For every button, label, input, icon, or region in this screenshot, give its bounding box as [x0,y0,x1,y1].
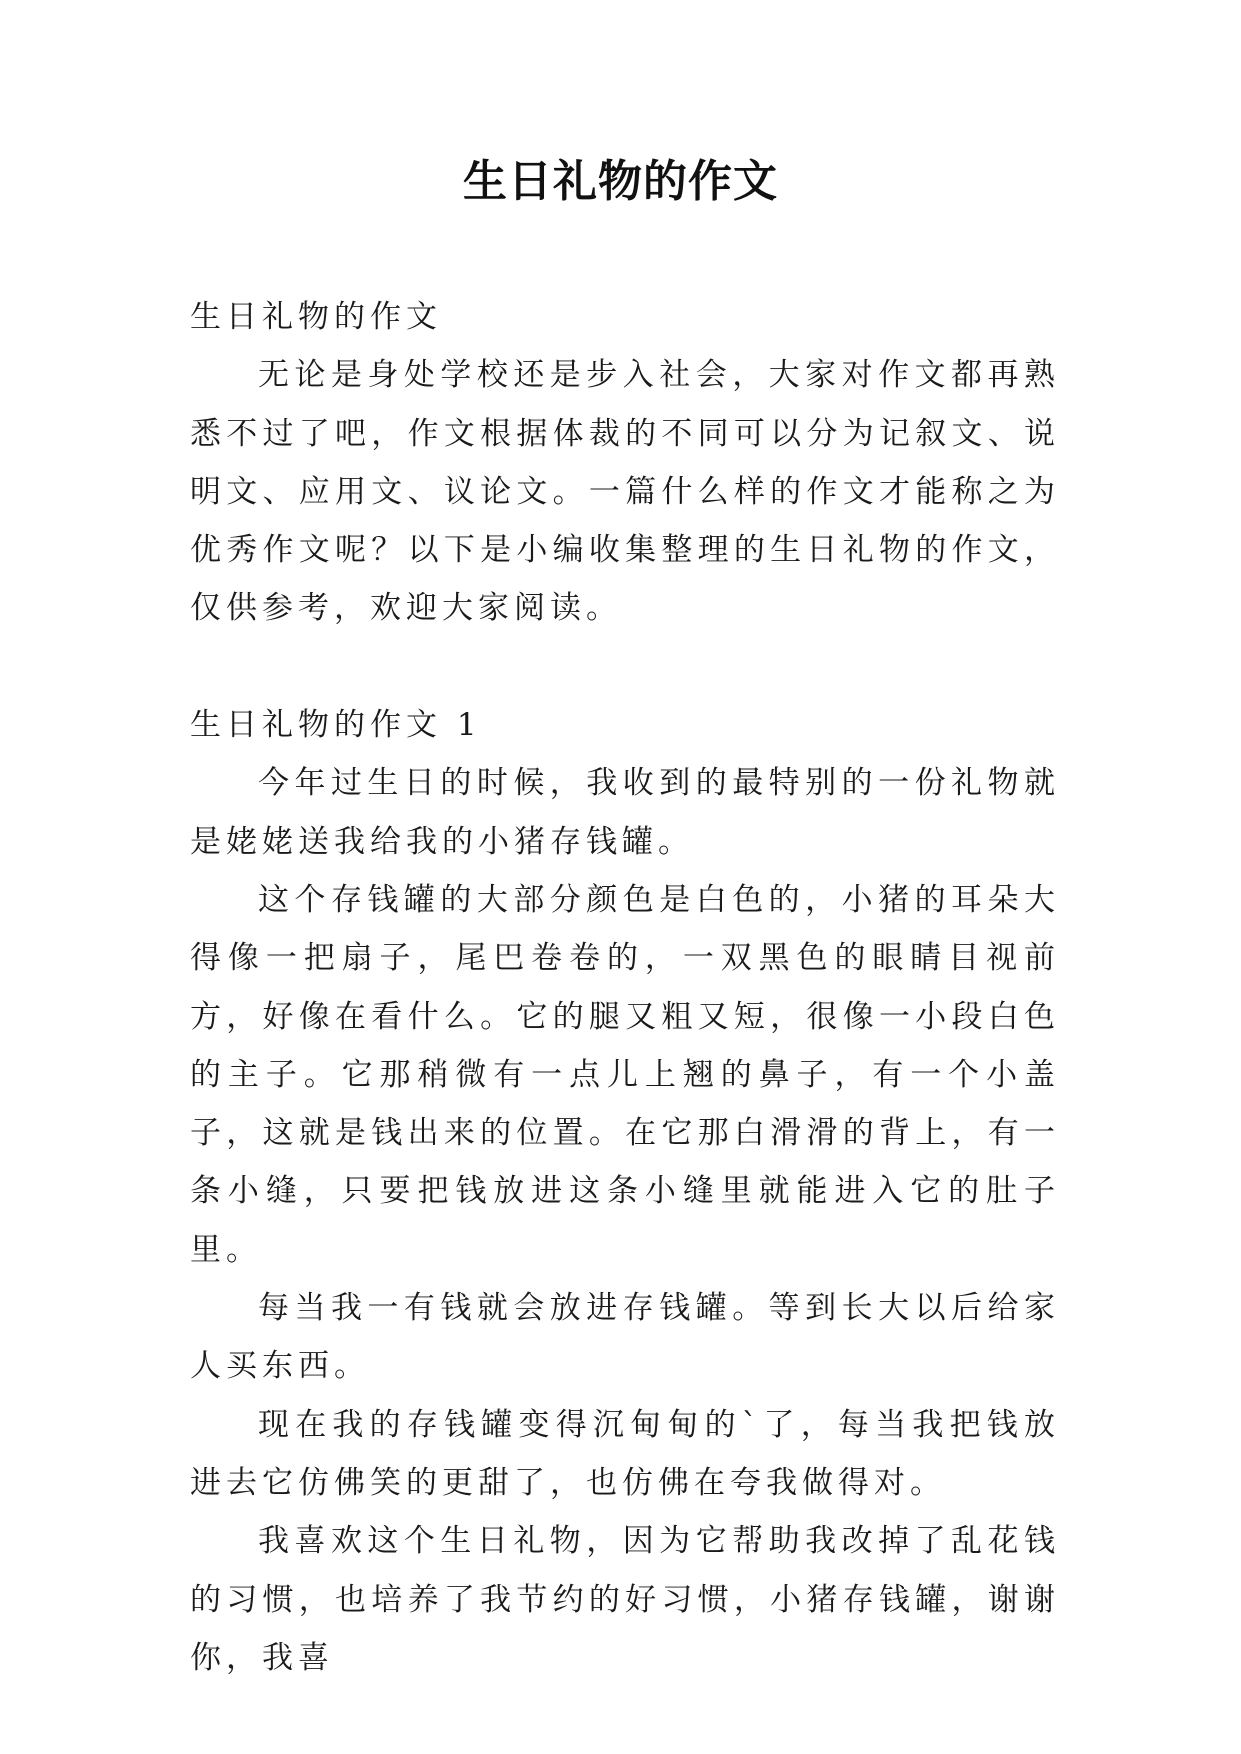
intro-paragraph: 无论是身处学校还是步入社会，大家对作文都再熟悉不过了吧，作文根据体裁的不同可以分为记叙文、说明文、应用文、议论文。一篇什么样的作文才能称之为优秀作文呢？以下是小编收集整理的生日礼物的作文，仅供参考，欢迎大家阅读。 [190,357,1060,627]
paragraph: 这个存钱罐的大部分颜色是白色的，小猪的耳朵大得像一把扇子，尾巴卷卷的，一双黑色的眼睛目视前方，好像在看什么。它的腿又粗又短，很像一小段白色的主子。它那稍微有一点儿上翘的鼻子，有一个小盖子，这就是钱出来的位置。在它那白滑滑的背上，有一条小缝，只要把钱放进这条小缝里就能进入它的肚子里。 [190,881,1060,1268]
document-body [190,288,1060,1687]
document-title: 生日礼物的作文 [463,156,778,207]
paragraph: 今年过生日的时候，我收到的最特别的一份礼物就是姥姥送我给我的小猪存钱罐。 [190,765,1060,860]
paragraph: 我喜欢这个生日礼物，因为它帮助我改掉了乱花钱的习惯，也培养了我节约的好习惯，小猪存钱罐，谢谢你，我喜 [190,1523,1060,1676]
paragraph: 每当我一有钱就会放进存钱罐。等到长大以后给家人买东西。 [190,1290,1060,1385]
section-spacer [190,638,1060,696]
subheading: 生日礼物的作文 [190,299,442,335]
section-heading: 生日礼物的作文 1 [190,707,482,744]
paragraph: 现在我的存钱罐变得沉甸甸的`了，每当我把钱放进去它仿佛笑的更甜了，也仿佛在夸我做得对。 [190,1406,1060,1501]
